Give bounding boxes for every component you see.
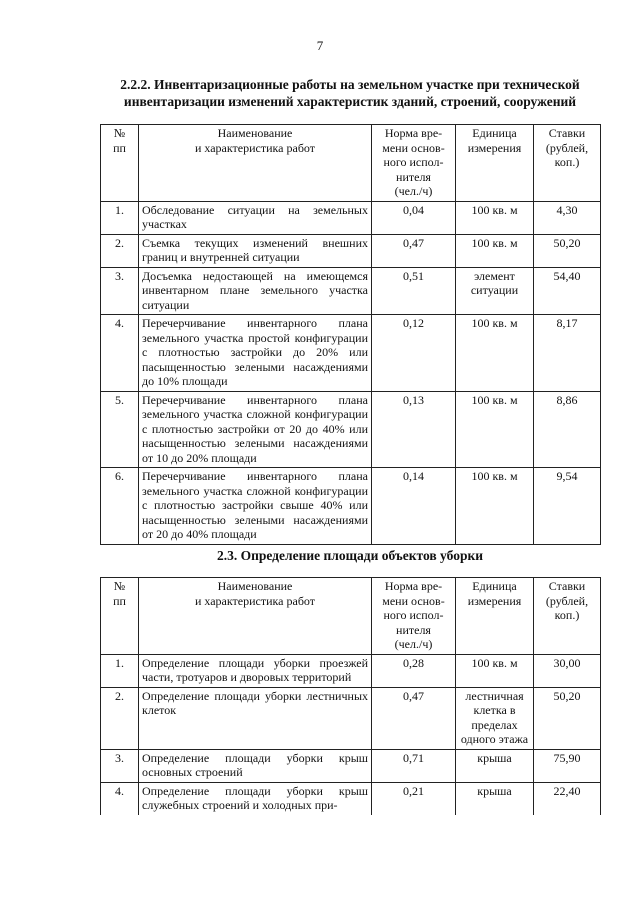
header-rate-line: коп.) [554,608,580,622]
section-1-title-line-1: 2.2.2. Инвентаризационные работы на земельном участке при технической [120,77,580,92]
row-norm: 0,51 [372,267,456,315]
row-norm: 0,13 [372,391,456,468]
section-2-title: 2.3. Определение площади объектов уборки [216,548,484,563]
table-row [101,201,601,234]
header-norm [372,578,456,655]
row-rate: 50,20 [534,687,601,749]
row-name: Определение площади уборки крыш основных строений [139,749,372,782]
row-name: Обследование ситуации на земельных участках [139,201,372,234]
row-unit: 100 кв. м [456,391,534,468]
table-row [101,234,601,267]
header-norm-line: нителя [396,622,431,637]
row-unit: лестничная клетка в пределах одного этажа [456,687,534,749]
inventory-works-table [100,124,601,545]
row-norm: 0,71 [372,749,456,782]
header-unit [456,578,534,655]
row-unit: 100 кв. м [456,234,534,267]
row-norm: 0,04 [372,201,456,234]
row-number: 1. [101,654,139,687]
row-name: Определение площади уборки проезжей части, тротуаров и дворовых территорий [139,654,372,687]
row-norm: 0,47 [372,687,456,749]
table-row [101,749,601,782]
header-norm-line: (чел./ч) [394,637,433,651]
header-unit-line: Единица [472,579,517,593]
row-unit: 100 кв. м [456,201,534,234]
header-rate-line: Ставки [548,579,586,593]
header-norm-line: Норма вре- [384,126,443,140]
header-number-line: № [113,579,126,593]
row-norm: 0,14 [372,468,456,545]
header-rate [534,125,601,202]
row-unit: элемент ситуации [456,267,534,315]
row-name: Определение площади уборки крыш служебных строений и холодных при- [139,782,372,815]
row-norm: 0,47 [372,234,456,267]
row-rate: 9,54 [534,468,601,545]
header-number [101,578,139,655]
header-unit-line: Единица [472,126,517,140]
table-row [101,391,601,468]
header-name-line: и характеристика работ [194,593,316,608]
row-name: Перечерчивание инвентарного плана земельного участка простой конфигурации с плотностью застройки до 20% или пасыщенностью зелеными насаждениями до 10% площади [139,315,372,392]
row-number: 6. [101,468,139,545]
row-number: 1. [101,201,139,234]
cleaning-area-table [100,577,601,815]
header-number-line: № [113,126,126,140]
table-row [101,315,601,392]
row-rate: 30,00 [534,654,601,687]
header-rate-line: коп.) [554,155,580,169]
header-name-line: Наименование [217,579,293,593]
header-unit-line: измерения [467,593,522,608]
row-number: 2. [101,234,139,267]
row-rate: 4,30 [534,201,601,234]
row-name: Досъемка недостающей на имеющемся инвентарном плане земельного участка ситуации [139,267,372,315]
row-norm: 0,21 [372,782,456,815]
header-norm-line: мени основ- [382,140,445,155]
header-name [139,578,372,655]
header-name-line: и характеристика работ [194,140,316,155]
row-name: Съемка текущих изменений внешних границ и внутренней ситуации [139,234,372,267]
row-number: 3. [101,267,139,315]
header-norm-line: нителя [396,169,431,184]
table-header-row [101,578,601,655]
row-unit: крыша [456,749,534,782]
header-rate-line: (рублей, [545,140,589,155]
header-norm [372,125,456,202]
table-header-row [101,125,601,202]
row-name: Перечерчивание инвентарного плана земельного участка сложной конфигурации с плотностью застройки от 20 до 40% или насыщенностью зелеными насаждениями от 10 до 20% площади [139,391,372,468]
table-row [101,267,601,315]
header-name [139,125,372,202]
row-unit: крыша [456,782,534,815]
header-number-line: пп [113,593,126,608]
header-number [101,125,139,202]
row-name: Определение площади уборки лестничных клеток [139,687,372,749]
row-number: 4. [101,315,139,392]
row-rate: 8,86 [534,391,601,468]
header-rate [534,578,601,655]
header-norm-line: (чел./ч) [394,184,433,198]
header-norm-line: ного испол- [383,155,444,169]
header-rate-line: (рублей, [545,593,589,608]
row-number: 5. [101,391,139,468]
row-rate: 50,20 [534,234,601,267]
row-rate: 75,90 [534,749,601,782]
row-number: 3. [101,749,139,782]
section-1-title-line-2: инвентаризации изменений характеристик зданий, строений, сооружений [123,94,577,109]
row-number: 4. [101,782,139,815]
header-name-line: Наименование [217,126,293,140]
header-norm-line: ного испол- [383,608,444,622]
row-rate: 22,40 [534,782,601,815]
section-1-title [100,76,600,110]
header-unit [456,125,534,202]
row-name: Перечерчивание инвентарного плана земельного участка сложной конфигурации с плотностью застройки свыше 40% или насыщенностью зелеными насаждениями от 20 до 40% площади [139,468,372,545]
header-norm-line: мени основ- [382,593,445,608]
header-rate-line: Ставки [548,126,586,140]
row-rate: 54,40 [534,267,601,315]
header-unit-line: измерения [467,140,522,155]
table-row [101,687,601,749]
row-unit: 100 кв. м [456,468,534,545]
table-row [101,782,601,815]
row-norm: 0,28 [372,654,456,687]
row-norm: 0,12 [372,315,456,392]
row-rate: 8,17 [534,315,601,392]
row-unit: 100 кв. м [456,654,534,687]
table-row [101,654,601,687]
table-row [101,468,601,545]
row-unit: 100 кв. м [456,315,534,392]
page-number: 7 [316,38,324,53]
header-number-line: пп [113,140,126,155]
header-norm-line: Норма вре- [384,579,443,593]
row-number: 2. [101,687,139,749]
